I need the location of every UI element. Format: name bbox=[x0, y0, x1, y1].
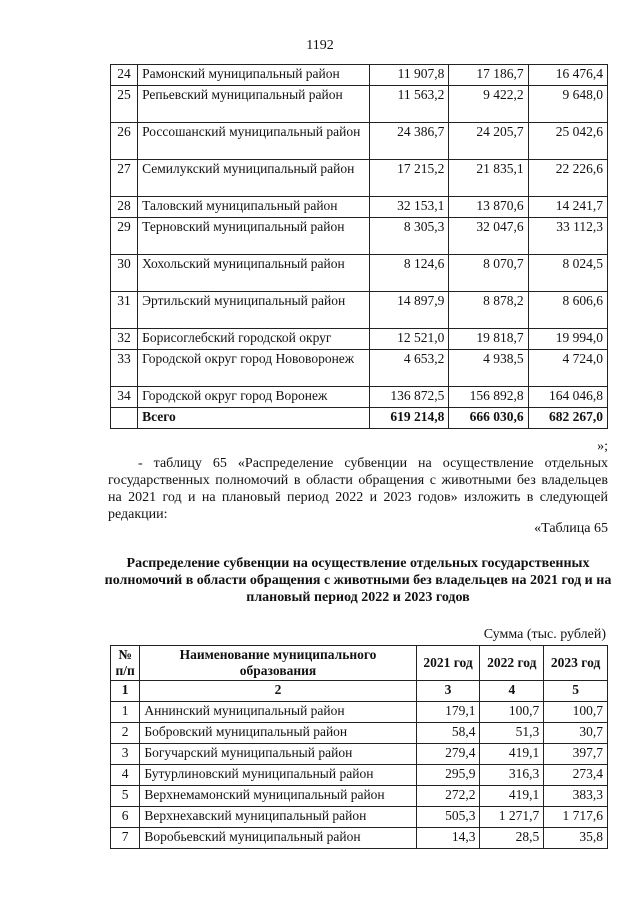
column-numbers-row bbox=[111, 681, 608, 702]
value-2022: 13 870,6 bbox=[449, 197, 528, 218]
value-2023: 273,4 bbox=[544, 765, 608, 786]
table-header-row bbox=[111, 646, 608, 681]
row-number: 26 bbox=[111, 123, 138, 160]
value-2023: 9 648,0 bbox=[528, 86, 607, 123]
value-2023: 22 226,6 bbox=[528, 160, 607, 197]
municipality-name: Верхнемамонский муниципальный район bbox=[140, 786, 416, 807]
value-2021: 8 124,6 bbox=[370, 255, 449, 292]
row-number: 27 bbox=[111, 160, 138, 197]
table-row bbox=[111, 744, 608, 765]
value-2023: 100,7 bbox=[544, 702, 608, 723]
table-row bbox=[111, 786, 608, 807]
value-2022: 17 186,7 bbox=[449, 65, 528, 86]
value-2022: 100,7 bbox=[480, 702, 544, 723]
municipality-name: Верхнехавский муниципальный район bbox=[140, 807, 416, 828]
value-2023: 8 606,6 bbox=[528, 292, 607, 329]
page-number: 1192 bbox=[306, 38, 334, 53]
row-number: 31 bbox=[111, 292, 138, 329]
table-row bbox=[111, 255, 608, 292]
row-number: 34 bbox=[111, 387, 138, 408]
value-2022: 1 271,7 bbox=[480, 807, 544, 828]
table-row bbox=[111, 86, 608, 123]
table-row bbox=[111, 329, 608, 350]
column-number: 2 bbox=[140, 681, 416, 702]
municipality-name: Эртильский муниципальный район bbox=[138, 292, 370, 329]
table-row bbox=[111, 765, 608, 786]
municipality-name: Городской округ город Воронеж bbox=[138, 387, 370, 408]
row-number: 33 bbox=[111, 350, 138, 387]
value-2021: 24 386,7 bbox=[370, 123, 449, 160]
value-2022: 8 070,7 bbox=[449, 255, 528, 292]
total-2022: 666 030,6 bbox=[449, 408, 528, 429]
table-caption: «Таблица 65 bbox=[534, 521, 608, 536]
municipality-name: Городской округ город Нововоронеж bbox=[138, 350, 370, 387]
table-row bbox=[111, 387, 608, 408]
value-2022: 19 818,7 bbox=[449, 329, 528, 350]
value-2021: 17 215,2 bbox=[370, 160, 449, 197]
municipality-name: Хохольский муниципальный район bbox=[138, 255, 370, 292]
value-2022: 32 047,6 bbox=[449, 218, 528, 255]
value-2022: 4 938,5 bbox=[449, 350, 528, 387]
table-row bbox=[111, 197, 608, 218]
table-row bbox=[111, 723, 608, 744]
value-2021: 4 653,2 bbox=[370, 350, 449, 387]
value-2023: 30,7 bbox=[544, 723, 608, 744]
header-2021: 2021 год bbox=[416, 646, 480, 681]
value-2021: 179,1 bbox=[416, 702, 480, 723]
subvention-table-65 bbox=[110, 645, 608, 849]
header-name: Наименование муниципального образования bbox=[140, 646, 416, 681]
value-2022: 419,1 bbox=[480, 786, 544, 807]
row-number: 30 bbox=[111, 255, 138, 292]
subvention-table-continuation bbox=[110, 64, 608, 429]
value-2023: 8 024,5 bbox=[528, 255, 607, 292]
table-row bbox=[111, 218, 608, 255]
header-num: № п/п bbox=[111, 646, 140, 681]
municipality-name: Воробьевский муниципальный район bbox=[140, 828, 416, 849]
row-number: 1 bbox=[111, 702, 140, 723]
column-number: 5 bbox=[544, 681, 608, 702]
row-number: 3 bbox=[111, 744, 140, 765]
closing-quote: »; bbox=[597, 439, 608, 454]
value-2023: 164 046,8 bbox=[528, 387, 607, 408]
value-2021: 14 897,9 bbox=[370, 292, 449, 329]
row-number: 32 bbox=[111, 329, 138, 350]
value-2022: 24 205,7 bbox=[449, 123, 528, 160]
row-number: 29 bbox=[111, 218, 138, 255]
total-row bbox=[111, 408, 608, 429]
row-number: 6 bbox=[111, 807, 140, 828]
municipality-name: Терновский муниципальный район bbox=[138, 218, 370, 255]
municipality-name: Аннинский муниципальный район bbox=[140, 702, 416, 723]
row-number: 2 bbox=[111, 723, 140, 744]
municipality-name: Россошанский муниципальный район bbox=[138, 123, 370, 160]
municipality-name: Репьевский муниципальный район bbox=[138, 86, 370, 123]
value-2021: 12 521,0 bbox=[370, 329, 449, 350]
row-number: 4 bbox=[111, 765, 140, 786]
header-2022: 2022 год bbox=[480, 646, 544, 681]
row-number: 28 bbox=[111, 197, 138, 218]
value-2021: 505,3 bbox=[416, 807, 480, 828]
value-2022: 21 835,1 bbox=[449, 160, 528, 197]
value-2021: 295,9 bbox=[416, 765, 480, 786]
value-2021: 279,4 bbox=[416, 744, 480, 765]
value-2023: 397,7 bbox=[544, 744, 608, 765]
municipality-name: Рамонский муниципальный район bbox=[138, 65, 370, 86]
value-2023: 33 112,3 bbox=[528, 218, 607, 255]
value-2023: 19 994,0 bbox=[528, 329, 607, 350]
value-2023: 25 042,6 bbox=[528, 123, 607, 160]
value-2022: 9 422,2 bbox=[449, 86, 528, 123]
table-row bbox=[111, 123, 608, 160]
value-2021: 272,2 bbox=[416, 786, 480, 807]
value-2022: 8 878,2 bbox=[449, 292, 528, 329]
value-2022: 419,1 bbox=[480, 744, 544, 765]
municipality-name: Таловский муниципальный район bbox=[138, 197, 370, 218]
row-number: 5 bbox=[111, 786, 140, 807]
table-row bbox=[111, 702, 608, 723]
value-2023: 1 717,6 bbox=[544, 807, 608, 828]
table-row bbox=[111, 828, 608, 849]
value-2021: 11 563,2 bbox=[370, 86, 449, 123]
municipality-name: Бобровский муниципальный район bbox=[140, 723, 416, 744]
value-2021: 8 305,3 bbox=[370, 218, 449, 255]
units-label: Сумма (тыс. рублей) bbox=[483, 627, 606, 642]
value-2023: 383,3 bbox=[544, 786, 608, 807]
value-2021: 32 153,1 bbox=[370, 197, 449, 218]
row-number: 25 bbox=[111, 86, 138, 123]
total-2023: 682 267,0 bbox=[528, 408, 607, 429]
value-2023: 16 476,4 bbox=[528, 65, 607, 86]
value-2023: 35,8 bbox=[544, 828, 608, 849]
total-empty-cell bbox=[111, 408, 138, 429]
column-number: 1 bbox=[111, 681, 140, 702]
header-2023: 2023 год bbox=[544, 646, 608, 681]
value-2021: 136 872,5 bbox=[370, 387, 449, 408]
table-row bbox=[111, 160, 608, 197]
table-title: Распределение субвенции на осуществление отдельных государственных полномочий в области обращения с животными без владельцев на 2021 год и на плановый период 2022 и 2023 годов bbox=[104, 556, 612, 605]
total-2021: 619 214,8 bbox=[370, 408, 449, 429]
table-row bbox=[111, 807, 608, 828]
municipality-name: Борисоглебский городской округ bbox=[138, 329, 370, 350]
value-2022: 51,3 bbox=[480, 723, 544, 744]
municipality-name: Бутурлиновский муниципальный район bbox=[140, 765, 416, 786]
municipality-name: Семилукский муниципальный район bbox=[138, 160, 370, 197]
table-row bbox=[111, 292, 608, 329]
municipality-name: Богучарский муниципальный район bbox=[140, 744, 416, 765]
value-2021: 11 907,8 bbox=[370, 65, 449, 86]
value-2021: 58,4 bbox=[416, 723, 480, 744]
value-2023: 4 724,0 bbox=[528, 350, 607, 387]
total-label: Всего bbox=[138, 408, 370, 429]
value-2022: 156 892,8 bbox=[449, 387, 528, 408]
amendment-paragraph: - таблицу 65 «Распределение субвенции на осуществление отдельных государственных полномочий в области обращения с животными без владельцев на 2021 год и на плановый период 2022 и 2023 годов» изложить в следующей редакции: bbox=[108, 456, 608, 522]
table-row bbox=[111, 65, 608, 86]
value-2023: 14 241,7 bbox=[528, 197, 607, 218]
column-number: 4 bbox=[480, 681, 544, 702]
value-2021: 14,3 bbox=[416, 828, 480, 849]
value-2022: 28,5 bbox=[480, 828, 544, 849]
row-number: 7 bbox=[111, 828, 140, 849]
column-number: 3 bbox=[416, 681, 480, 702]
table-row bbox=[111, 350, 608, 387]
value-2022: 316,3 bbox=[480, 765, 544, 786]
row-number: 24 bbox=[111, 65, 138, 86]
